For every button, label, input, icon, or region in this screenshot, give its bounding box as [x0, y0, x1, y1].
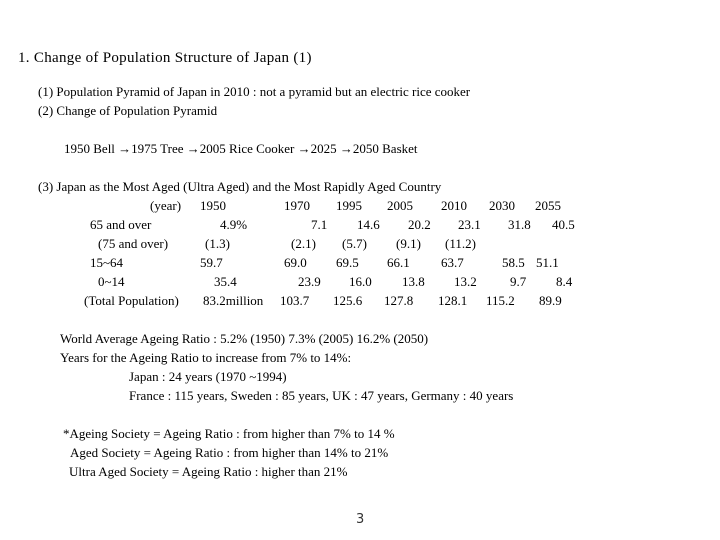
- definition-ageing-society: *Ageing Society = Ageing Ratio : from higher than 7% to 14 %: [63, 426, 395, 441]
- row-label: (Total Population): [84, 293, 179, 308]
- row-label: 15~64: [90, 255, 124, 270]
- table-cell: (2.1): [291, 236, 316, 251]
- table-cell: 59.7: [200, 255, 223, 270]
- table-cell: 13.2: [454, 274, 477, 289]
- table-cell: 14.6: [357, 217, 380, 232]
- item-3: (3) Japan as the Most Aged (Ultra Aged) and the Most Rapidly Aged Country: [38, 179, 442, 194]
- year-1995: 1995: [336, 198, 362, 213]
- table-row: [0, 217, 720, 235]
- year-2030: 2030: [489, 198, 515, 213]
- other-countries-ageing-years: France : 115 years, Sweden : 85 years, UK : 47 years, Germany : 40 years: [129, 388, 514, 403]
- page-title: 1. Change of Population Structure of Japan (1): [18, 50, 312, 66]
- year-1950: 1950: [200, 198, 226, 213]
- table-row: [0, 274, 720, 292]
- table-cell: 66.1: [387, 255, 410, 270]
- table-cell: 83.2million: [203, 293, 264, 308]
- table-row: [0, 255, 720, 273]
- row-label: 0~14: [98, 274, 125, 289]
- table-header-row: [0, 198, 720, 216]
- table-cell: 31.8: [508, 217, 531, 232]
- table-cell: 23.9: [298, 274, 321, 289]
- table-cell: (9.1): [396, 236, 421, 251]
- table-cell: (1.3): [205, 236, 230, 251]
- table-cell: 16.0: [349, 274, 372, 289]
- japan-ageing-years: Japan : 24 years (1970 ~1994): [129, 369, 287, 384]
- definition-aged-society: Aged Society = Ageing Ratio : from higher than 14% to 21%: [70, 445, 389, 460]
- row-label: 65 and over: [90, 217, 152, 232]
- year-2010: 2010: [441, 198, 467, 213]
- table-cell: 58.5: [502, 255, 525, 270]
- table-row: [0, 236, 720, 254]
- table-cell: 20.2: [408, 217, 431, 232]
- table-cell: 115.2: [486, 293, 515, 308]
- world-ageing-ratio: World Average Ageing Ratio : 5.2% (1950) 7.3% (2005) 16.2% (2050): [60, 331, 429, 346]
- table-cell: 103.7: [280, 293, 310, 308]
- year-1970: 1970: [284, 198, 310, 213]
- row-label: (75 and over): [98, 236, 169, 251]
- table-cell: 7.1: [311, 217, 328, 232]
- table-cell: 69.0: [284, 255, 307, 270]
- table-cell: 128.1: [438, 293, 468, 308]
- year-2005: 2005: [387, 198, 413, 213]
- table-cell: (5.7): [342, 236, 367, 251]
- table-row: [0, 293, 720, 311]
- table-cell: 23.1: [458, 217, 481, 232]
- table-cell: 8.4: [556, 274, 573, 289]
- table-cell: 69.5: [336, 255, 359, 270]
- year-header-label: (year): [150, 198, 182, 213]
- table-cell: 13.8: [402, 274, 425, 289]
- table-cell: 127.8: [384, 293, 414, 308]
- table-cell: 63.7: [441, 255, 464, 270]
- pyramid-change-line: 1950 Bell →1975 Tree →2005 Rice Cooker →2025 →2050 Basket: [64, 141, 418, 156]
- year-2055: 2055: [535, 198, 561, 213]
- ageing-years-heading: Years for the Ageing Ratio to increase from 7% to 14%:: [60, 350, 352, 365]
- table-cell: 40.5: [552, 217, 575, 232]
- item-1: (1) Population Pyramid of Japan in 2010 : not a pyramid but an electric rice cooker: [38, 84, 471, 99]
- page-number: 3: [356, 512, 365, 527]
- table-cell: 35.4: [214, 274, 237, 289]
- table-cell: 125.6: [333, 293, 363, 308]
- table-cell: 89.9: [539, 293, 562, 308]
- item-2: (2) Change of Population Pyramid: [38, 103, 218, 118]
- table-cell: (11.2): [445, 236, 476, 251]
- table-cell: 4.9%: [220, 217, 248, 232]
- definition-ultra-aged-society: Ultra Aged Society = Ageing Ratio : higher than 21%: [69, 464, 348, 479]
- table-cell: 9.7: [510, 274, 527, 289]
- table-cell: 51.1: [536, 255, 559, 270]
